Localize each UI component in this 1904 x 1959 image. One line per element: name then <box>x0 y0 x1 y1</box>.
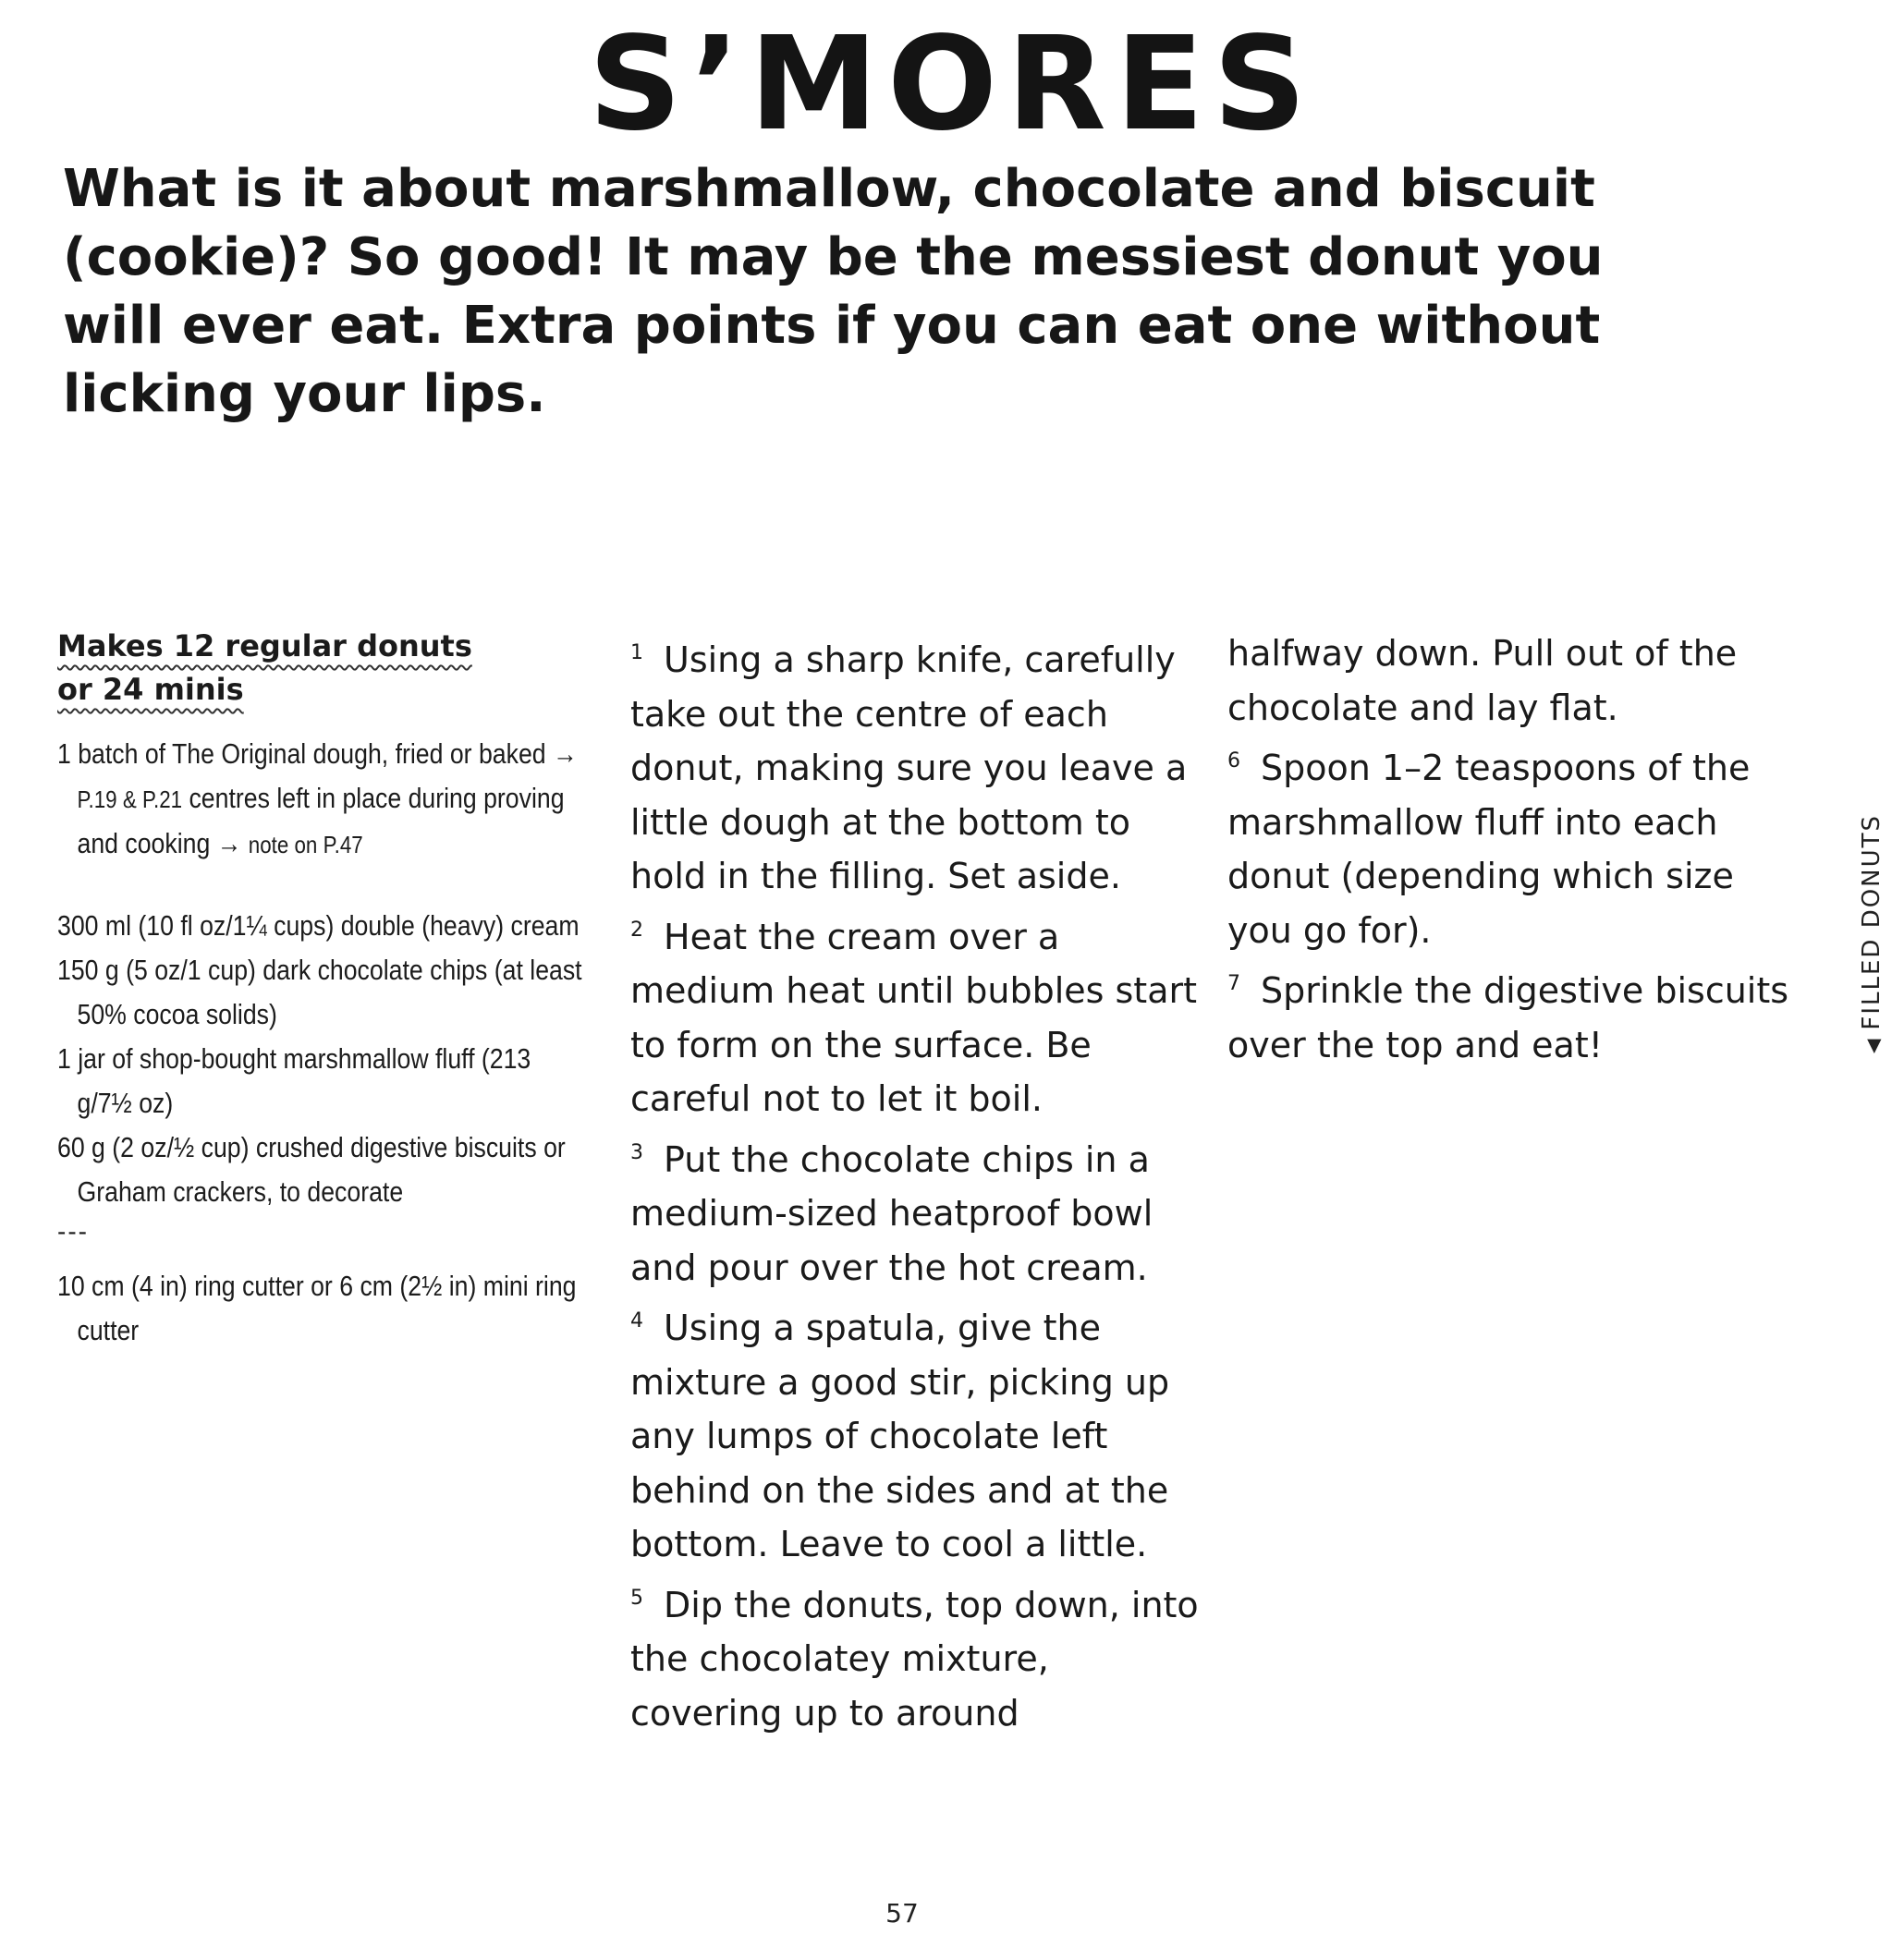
yield-heading <box>57 625 575 712</box>
method-step: $^1$ Using a sharp knife, carefully take out the centre of each donut, making sure you leave a little dough at the bottom to hold in the filling. Set aside. <box>630 639 1188 896</box>
ingredient-list <box>57 732 582 1214</box>
ingredient-item: 300 ml (10 fl oz/1¼ cups) double (heavy) cream <box>57 909 580 942</box>
triangle-icon: ◀ <box>1861 1037 1884 1053</box>
method-step: $^6$ Spoon 1–2 teaspoons of the marshmallow fluff into each donut (depending which size you go for). <box>1227 748 1751 951</box>
step-number: 6 <box>1227 749 1240 773</box>
step-number: 7 <box>1227 972 1240 995</box>
ingredient-item: 1 jar of shop-bought marshmallow fluff (213 g/7½ oz) <box>57 1042 531 1119</box>
step-number: 1 <box>630 641 643 664</box>
method-step: $^2$ Heat the cream over a medium heat until bubbles start to form on the surface. Be careful not to let it boil. <box>630 916 1198 1119</box>
ingredient-separator: --- <box>57 1217 89 1246</box>
ingredient-item: 60 g (2 oz/½ cup) crushed digestive biscuits or Graham crackers, to decorate <box>57 1131 566 1208</box>
method-step: $^5$ Dip the donuts, top down, into the chocolatey mixture, covering up to around <box>630 1584 1199 1734</box>
ingredient-item: 150 g (5 oz/1 cup) dark chocolate chips (at least 50% cocoa solids) <box>57 954 582 1030</box>
step-number: 3 <box>630 1140 643 1164</box>
yield-line-1: Makes 12 regular donuts <box>57 628 472 663</box>
method-column-2 <box>1227 627 1800 1072</box>
ingredient-dough: 1 batch of The Original dough, fried or baked → P.19 & P.21 centres left in place during proving and cooking → note on P.47 <box>57 737 578 859</box>
yield-line-2: or 24 minis <box>57 672 244 707</box>
step-number: 2 <box>630 918 643 942</box>
step-number: 4 <box>630 1309 643 1332</box>
method-step: $^4$ Using a spatula, give the mixture a good stir, picking up any lumps of chocolate left behind on the sides and at the bottom. Leave to cool a little. <box>630 1308 1170 1564</box>
method-column-1 <box>630 627 1203 1740</box>
step-number: 5 <box>630 1586 643 1610</box>
page-number: 57 <box>885 1898 919 1929</box>
page-title: S’MORES <box>588 9 1316 160</box>
method-step-continued: halfway down. Pull out of the chocolate and lay flat. <box>1227 633 1738 728</box>
equipment-item: 10 cm (4 in) ring cutter or 6 cm (2½ in) mini ring cutter <box>57 1270 577 1346</box>
ingredients-column <box>57 625 582 1353</box>
method-step: $^3$ Put the chocolate chips in a medium-sized heatproof bowl and pour over the hot cream. <box>630 1138 1153 1288</box>
page-reference: note on P.47 <box>248 831 363 858</box>
page-reference: P.19 & P.21 <box>77 785 183 813</box>
recipe-intro: What is it about marshmallow, chocolate and biscuit (cookie)? So good! It may be the messiest donut you will ever eat. Extra points if you can eat one without licking your lips. <box>63 159 1604 424</box>
method-step: $^7$ Sprinkle the digestive biscuits over the top and eat! <box>1227 970 1789 1065</box>
section-side-label: ◀FILLED DONUTS <box>1858 813 1886 1053</box>
